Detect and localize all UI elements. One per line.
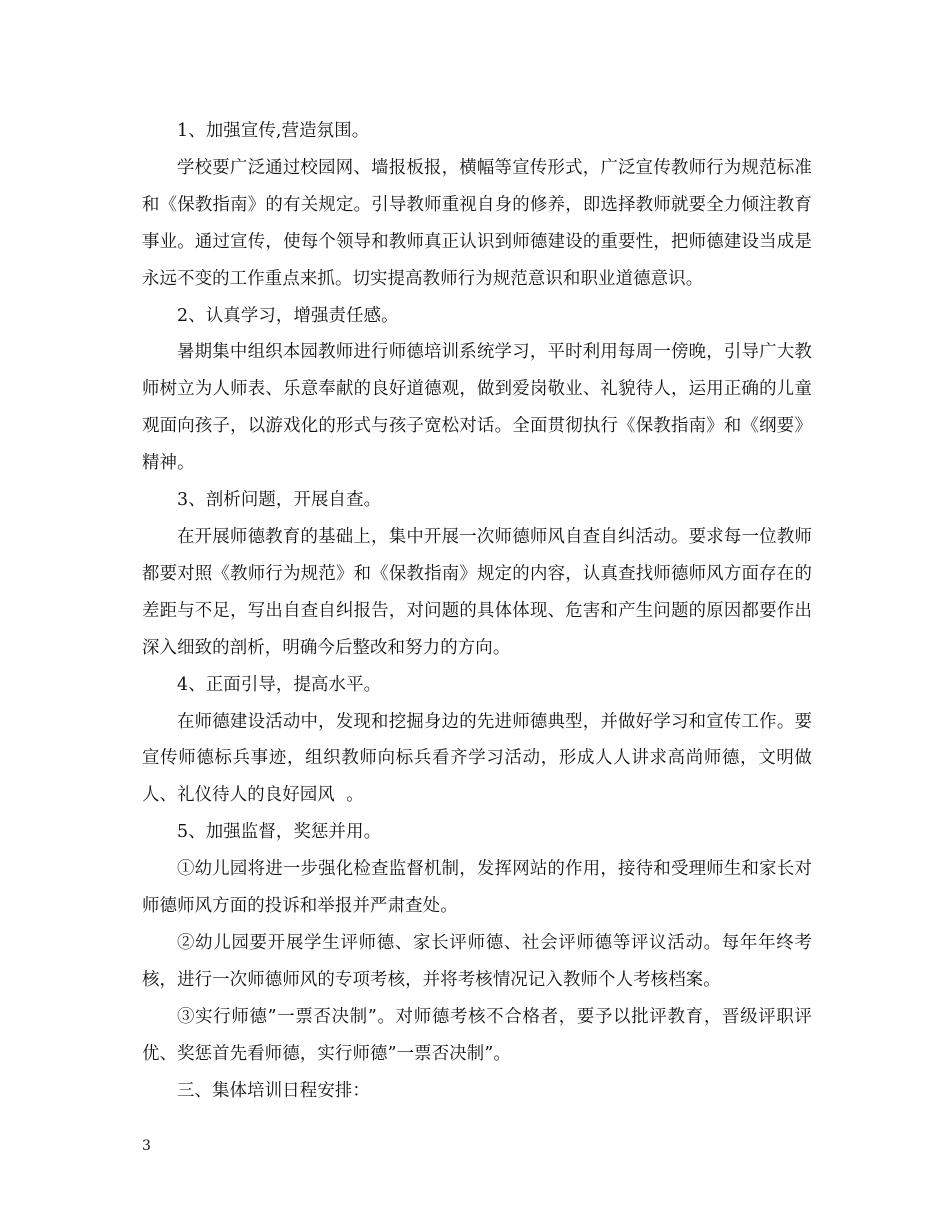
page-number: 3: [142, 1138, 151, 1154]
paragraph-self-check: 在开展师德教育的基础上，集中开展一次师德师风自查自纠活动。要求每一位教师都要对照《教师行为规范》和《保教指南》规定的内容，认真查找师德师风方面存在的差距与不足，写出自查自纠报告，对问题的具体体现、危害和产生问题的原因都要作出深入细致的剖析，明确今后整改和努力的方向。: [142, 526, 812, 658]
paragraph-supervision-2: ②幼儿园要开展学生评师德、家长评师德、社会评师德等评议活动。每年年终考核，进行一次师德师风的专项考核，并将考核情况记入教师个人考核档案。: [142, 932, 812, 990]
paragraph-publicity: 学校要广泛通过校园网、墙报板报，横幅等宣传形式，广泛宣传教师行为规范标准和《保教指南》的有关规定。引导教师重视自身的修养，即选择教师就要全力倾注教育事业。通过宣传，使每个领导和教师真正认识到师德建设的重要性，把师德建设当成是永远不变的工作重点来抓。切实提高教师行为规范意识和职业道德意识。: [142, 157, 812, 289]
document-body: [142, 113, 812, 1109]
section-heading-2: 2、认真学习，增强责任感。: [177, 305, 399, 326]
paragraph-supervision-3: ③实行师德”一票否决制”。对师德考核不合格者，要予以批评教育，晋级评职评优、奖惩首先看师德，实行师德”一票否决制”。: [142, 1006, 812, 1064]
section-heading-4: 4、正面引导，提高水平。: [177, 674, 382, 695]
paragraph-supervision-1: ①幼儿园将进一步强化检查监督机制，发挥网站的作用，接待和受理师生和家长对师德师风方面的投诉和举报并严肃查处。: [142, 859, 812, 917]
section-heading-schedule: 三、集体培训日程安排：: [177, 1080, 370, 1101]
section-heading-5: 5、加强监督，奖惩并用。: [177, 822, 382, 843]
section-heading-3: 3、剖析问题，开展自查。: [177, 490, 382, 511]
section-heading-1: 1、加强宣传,营造氛围。: [177, 121, 370, 141]
paragraph-guidance: 在师德建设活动中，发现和挖掘身边的先进师德典型，并做好学习和宣传工作。要宣传师德标兵事迹，组织教师向标兵看齐学习活动，形成人人讲求高尚师德，文明做人、礼仪待人的良好园风 。: [142, 711, 812, 806]
paragraph-study: 暑期集中组织本园教师进行师德培训系统学习，平时利用每周一傍晚，引导广大教师树立为人师表、乐意奉献的良好道德观，做到爱岗敬业、礼貌待人，运用正确的儿童观面向孩子，以游戏化的形式与孩子宽松对话。全面贯彻执行《保教指南》和《纲要》精神。: [142, 342, 812, 474]
